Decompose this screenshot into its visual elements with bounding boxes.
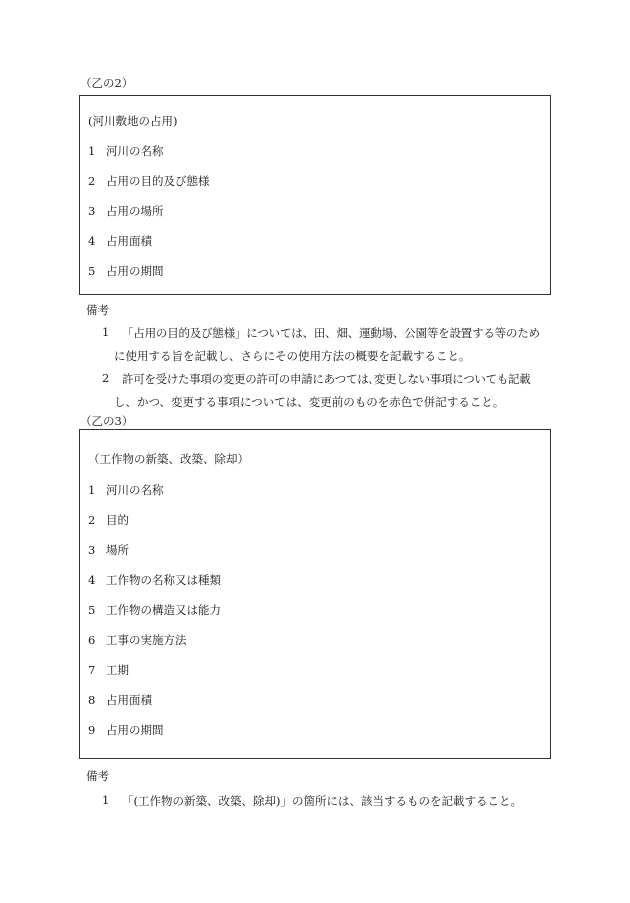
item-text: 占用面積 [106,234,152,248]
list-item [88,173,210,189]
list-item [88,632,187,648]
section2-remarks-title: 備考 [86,303,109,317]
remark-line: 「占用の目的及び態様」については、田、畑、運動場、公園等を設置する等のため [122,326,540,340]
remark-number: 1 [102,793,110,807]
item-number: 2 [88,174,96,188]
item-text: 河川の名称 [106,144,164,158]
item-number: 1 [88,144,96,158]
item-number: 1 [88,483,96,497]
item-text: 占用の目的及び態様 [106,174,210,188]
list-item [88,263,164,279]
list-item [88,512,129,528]
section3-header: （工作物の新築、改築、除却） [88,452,249,466]
remark-line: 許可を受けた事項の変更の許可の申請にあつては､変更しない事項についても記載 [122,372,531,386]
remark-number: 2 [102,371,110,385]
item-number: 8 [88,693,96,707]
list-item [88,722,164,738]
remark-line: し、かつ、変更する事項については、変更前のものを赤色で併記すること。 [114,395,505,409]
list-item [88,233,152,249]
remark-line: 「(工作物の新築、改築、除却)」の箇所には、該当するものを記載すること。 [122,794,522,808]
remark-number: 1 [102,325,110,339]
section2-label: （乙の2） [80,76,134,90]
item-text: 工作物の構造又は能力 [106,603,221,617]
section3-label: （乙の3） [80,414,134,428]
remark-line: に使用する旨を記載し、さらにその使用方法の概要を記載すること。 [114,349,471,363]
item-number: 3 [88,543,96,557]
item-text: 工作物の名称又は種類 [106,573,221,587]
list-item [88,662,129,678]
item-text: 河川の名称 [106,483,164,497]
item-number: 4 [88,573,96,587]
list-item [88,542,129,558]
item-number: 2 [88,513,96,527]
list-item [88,692,152,708]
list-item [88,602,221,618]
item-text: 場所 [106,543,129,557]
section3-remarks-title: 備考 [86,769,109,783]
item-text: 占用面積 [106,693,152,707]
section3-form-box [79,429,551,759]
item-number: 7 [88,663,96,677]
item-text: 工事の実施方法 [106,633,187,647]
list-item [88,143,164,159]
item-text: 占用の期間 [106,264,164,278]
list-item [88,572,221,588]
item-number: 6 [88,633,96,647]
list-item [88,482,164,498]
item-text: 占用の場所 [106,204,164,218]
item-number: 5 [88,603,96,617]
item-number: 9 [88,723,96,737]
item-number: 3 [88,204,96,218]
section2-form-box [79,95,551,295]
item-number: 4 [88,234,96,248]
item-text: 占用の期間 [106,723,164,737]
item-text: 工期 [106,663,129,677]
list-item [88,203,164,219]
item-number: 5 [88,264,96,278]
section2-header: (河川敷地の占用) [88,114,178,128]
item-text: 目的 [106,513,129,527]
